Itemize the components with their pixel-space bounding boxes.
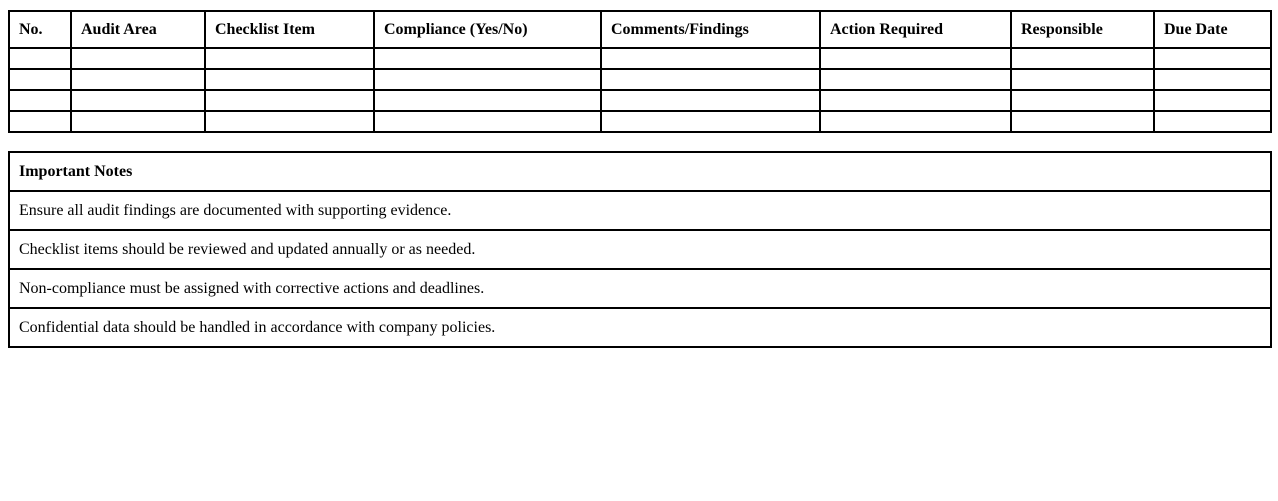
note-item: Ensure all audit findings are documented with supporting evidence. <box>9 191 1271 230</box>
note-item: Confidential data should be handled in accordance with company policies. <box>9 308 1271 347</box>
empty-cell[interactable] <box>820 111 1011 132</box>
note-row <box>9 308 1271 347</box>
empty-cell[interactable] <box>71 69 205 90</box>
empty-cell[interactable] <box>9 69 71 90</box>
empty-cell[interactable] <box>205 69 374 90</box>
audit-table-empty-row <box>9 69 1271 90</box>
audit-checklist-table <box>8 10 1272 133</box>
empty-cell[interactable] <box>71 111 205 132</box>
empty-cell[interactable] <box>1011 111 1154 132</box>
empty-cell[interactable] <box>820 69 1011 90</box>
empty-cell[interactable] <box>1154 48 1271 69</box>
empty-cell[interactable] <box>9 48 71 69</box>
audit-table-empty-row <box>9 48 1271 69</box>
column-header-responsible: Responsible <box>1011 11 1154 48</box>
column-header-due-date: Due Date <box>1154 11 1271 48</box>
note-item: Non-compliance must be assigned with corrective actions and deadlines. <box>9 269 1271 308</box>
empty-cell[interactable] <box>71 90 205 111</box>
empty-cell[interactable] <box>205 90 374 111</box>
empty-cell[interactable] <box>1154 111 1271 132</box>
notes-title-row <box>9 152 1271 191</box>
column-header-checklist-item: Checklist Item <box>205 11 374 48</box>
empty-cell[interactable] <box>374 69 601 90</box>
empty-cell[interactable] <box>374 48 601 69</box>
column-header-action-required: Action Required <box>820 11 1011 48</box>
empty-cell[interactable] <box>9 111 71 132</box>
audit-table-empty-row <box>9 111 1271 132</box>
empty-cell[interactable] <box>601 69 820 90</box>
audit-table-empty-row <box>9 90 1271 111</box>
empty-cell[interactable] <box>1011 48 1154 69</box>
empty-cell[interactable] <box>374 111 601 132</box>
empty-cell[interactable] <box>374 90 601 111</box>
note-row <box>9 269 1271 308</box>
empty-cell[interactable] <box>9 90 71 111</box>
empty-cell[interactable] <box>601 90 820 111</box>
empty-cell[interactable] <box>820 48 1011 69</box>
empty-cell[interactable] <box>820 90 1011 111</box>
column-header-compliance: Compliance (Yes/No) <box>374 11 601 48</box>
empty-cell[interactable] <box>205 111 374 132</box>
empty-cell[interactable] <box>601 111 820 132</box>
empty-cell[interactable] <box>205 48 374 69</box>
audit-table-header-row <box>9 11 1271 48</box>
column-header-audit-area: Audit Area <box>71 11 205 48</box>
empty-cell[interactable] <box>1011 90 1154 111</box>
note-row <box>9 230 1271 269</box>
empty-cell[interactable] <box>71 48 205 69</box>
empty-cell[interactable] <box>1154 90 1271 111</box>
empty-cell[interactable] <box>601 48 820 69</box>
empty-cell[interactable] <box>1154 69 1271 90</box>
note-item: Checklist items should be reviewed and updated annually or as needed. <box>9 230 1271 269</box>
column-header-comments-findings: Comments/Findings <box>601 11 820 48</box>
important-notes-table <box>8 151 1272 348</box>
notes-title: Important Notes <box>9 152 1271 191</box>
column-header-no: No. <box>9 11 71 48</box>
empty-cell[interactable] <box>1011 69 1154 90</box>
note-row <box>9 191 1271 230</box>
